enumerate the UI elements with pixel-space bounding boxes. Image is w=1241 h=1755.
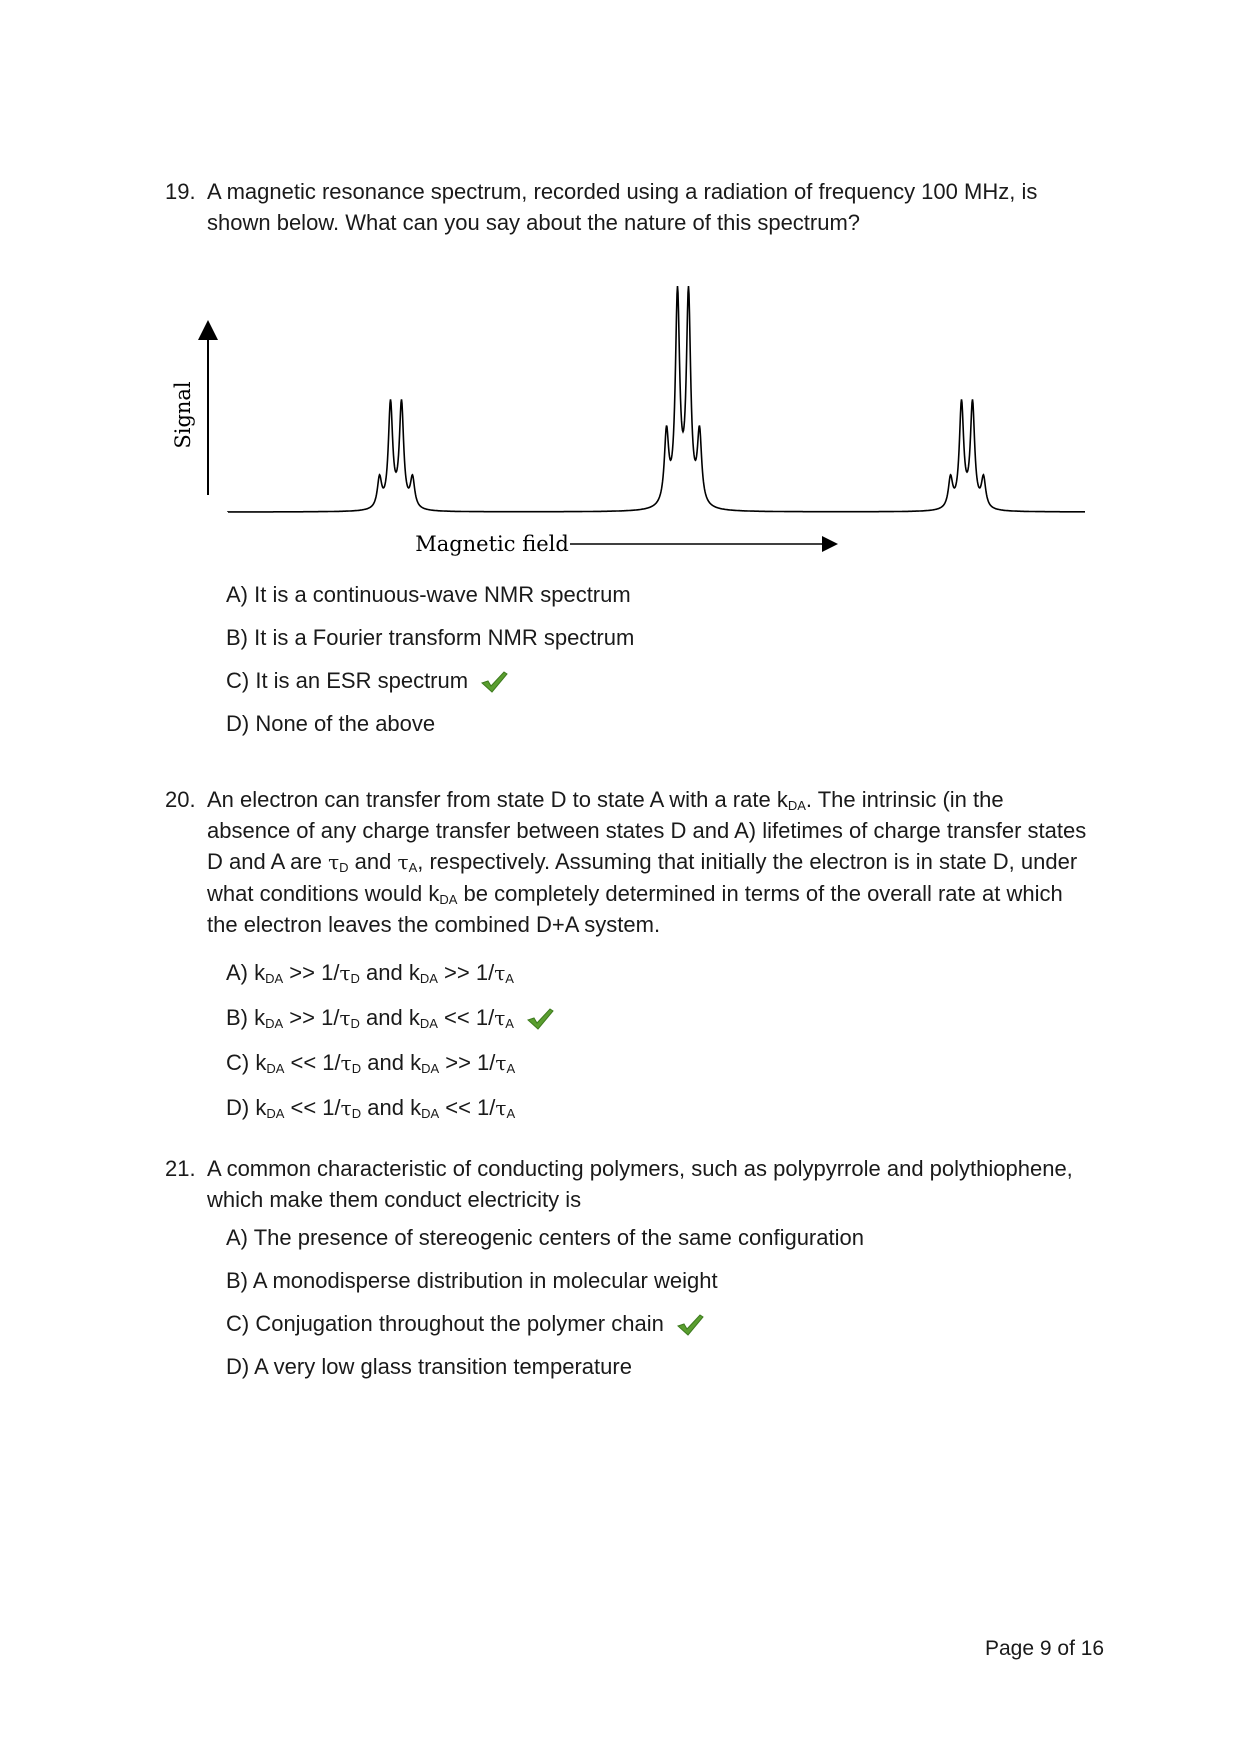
spectrum-trace	[228, 286, 1085, 512]
option-21a[interactable]: A) The presence of stereogenic centers of the same configuration	[226, 1225, 864, 1250]
option-21b[interactable]: B) A monodisperse distribution in molecular weight	[226, 1268, 718, 1293]
checkmark-icon	[480, 670, 508, 694]
option-21c[interactable]: C) Conjugation throughout the polymer chain	[226, 1309, 704, 1339]
option-20b[interactable]: B) $k_{DA} >> 1/\tau_D$ and $k_{DA} << 1/\tau_A$	[226, 1003, 554, 1033]
x-axis-label: Magnetic field	[415, 532, 569, 556]
question-text: A magnetic resonance spectrum, recorded using a radiation of frequency 100 MHz, is shown below. What can you say about the nature of this spectrum?	[207, 179, 1038, 235]
option-21d[interactable]: D) A very low glass transition temperature	[226, 1354, 632, 1379]
option-20a[interactable]: A) $k_{DA} >> 1/\tau_D$ and $k_{DA} >> 1/\tau_A$	[226, 960, 514, 986]
question-21-stem	[150, 1153, 1090, 1215]
question-20-stem: 20. An electron can transfer from state D to state A with a rate $k_{DA}$. The intrinsic (in the absence of any charge transfer between states D and A) lifetimes of charge transfer states D and A are $\tau_D$ and $\tau_A$, respectively. Assuming that initially the electron is in state D, under what conditions would $k_{DA}$ be completely determined in terms of the overall rate at which the electron leaves the combined D+A system.	[150, 784, 1090, 940]
option-20c[interactable]: C) $k_{DA} << 1/\tau_D$ and $k_{DA} >> 1/\tau_A$	[226, 1050, 516, 1076]
question-19	[150, 176, 1090, 238]
option-20d[interactable]: D) $k_{DA} << 1/\tau_D$ and $k_{DA} << 1/\tau_A$	[226, 1095, 516, 1121]
checkmark-icon	[526, 1007, 554, 1031]
question-number: 21.	[165, 1156, 196, 1181]
option-19b[interactable]: B) It is a Fourier transform NMR spectrum	[226, 625, 635, 650]
checkmark-icon	[676, 1313, 704, 1337]
question-number: 19.	[165, 179, 196, 204]
question-21	[150, 1153, 1090, 1215]
option-19c[interactable]: C) It is an ESR spectrum	[226, 666, 508, 696]
option-19d[interactable]: D) None of the above	[226, 711, 436, 736]
question-text: A common characteristic of conducting polymers, such as polypyrrole and polythiophene, which make them conduct electricity is	[207, 1156, 1073, 1212]
option-19a[interactable]: A) It is a continuous-wave NMR spectrum	[226, 582, 631, 607]
question-number: 20.	[165, 787, 196, 812]
question-20	[150, 784, 1090, 940]
page-number: Page 9 of 16	[985, 1637, 1105, 1660]
question-19-stem	[150, 176, 1090, 238]
y-axis-label: Signal	[171, 381, 195, 449]
magnetic-resonance-spectrum-figure	[150, 270, 1100, 560]
